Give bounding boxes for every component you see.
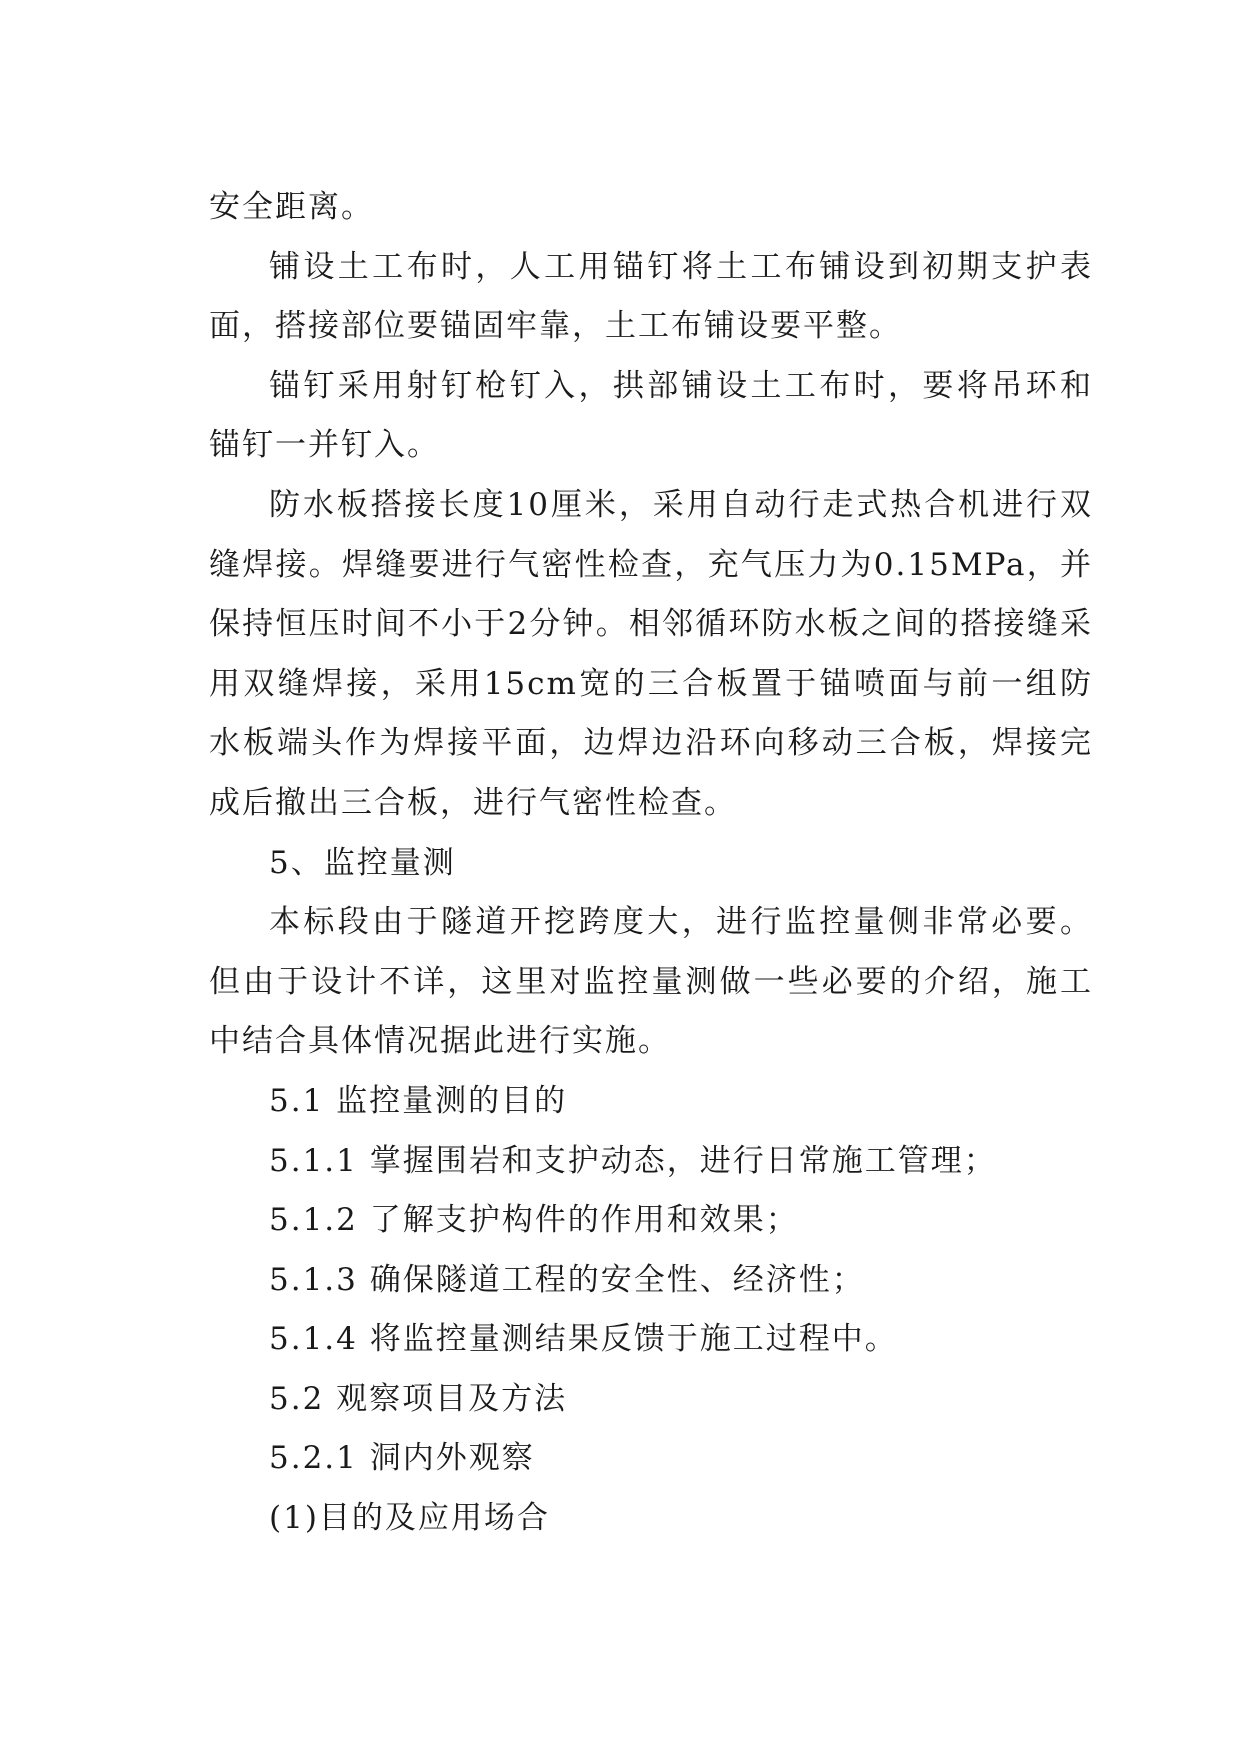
paragraph-monitoring-intro: 本标段由于隧道开挖跨度大，进行监控量侧非常必要。但由于设计不详，这里对监控量测做一些必要的介绍，施工中结合具体情况据此进行实施。 xyxy=(209,904,1093,1060)
heading-5-1: 5.1 监控量测的目的 xyxy=(269,1082,568,1119)
paragraph-geotextile-laying: 铺设土工布时，人工用锚钉将土工布铺设到初期支护表面，搭接部位要锚固牢靠，土工布铺设要平整。 xyxy=(209,248,1093,345)
heading-5-2: 5.2 观察项目及方法 xyxy=(269,1380,568,1417)
list-item-5-1-4: 5.1.4 将监控量测结果反馈于施工过程中。 xyxy=(269,1321,898,1358)
list-item-purpose: (1)目的及应用场合 xyxy=(269,1500,550,1537)
list-item-5-1-2: 5.1.2 了解支护构件的作用和效果； xyxy=(269,1202,799,1239)
list-item-5-1-1: 5.1.1 掌握围岩和支护动态，进行日常施工管理； xyxy=(269,1142,997,1179)
list-item-5-1-3: 5.1.3 确保隧道工程的安全性、经济性； xyxy=(269,1261,865,1298)
paragraph-waterproof-board: 防水板搭接长度10厘米，采用自动行走式热合机进行双缝焊接。焊缝要进行气密性检查，充气压力为0.15MPa，并保持恒压时间不小于2分钟。相邻循环防水板之间的搭接缝采用双缝焊接，采用15cm宽的三合板置于锚喷面与前一组防水板端头作为焊接平面，边焊边沿环向移动三合板，焊接完成后撤出三合板，进行气密性检查。 xyxy=(209,486,1093,821)
paragraph-continuation: 安全距离。 xyxy=(209,189,374,225)
paragraph-anchor-nails: 锚钉采用射钉枪钉入，拱部铺设土工布时，要将吊环和锚钉一并钉入。 xyxy=(209,367,1093,464)
body-text xyxy=(209,178,1093,1549)
heading-monitoring: 5、监控量测 xyxy=(269,844,456,881)
heading-5-2-1: 5.2.1 洞内外观察 xyxy=(269,1440,535,1477)
